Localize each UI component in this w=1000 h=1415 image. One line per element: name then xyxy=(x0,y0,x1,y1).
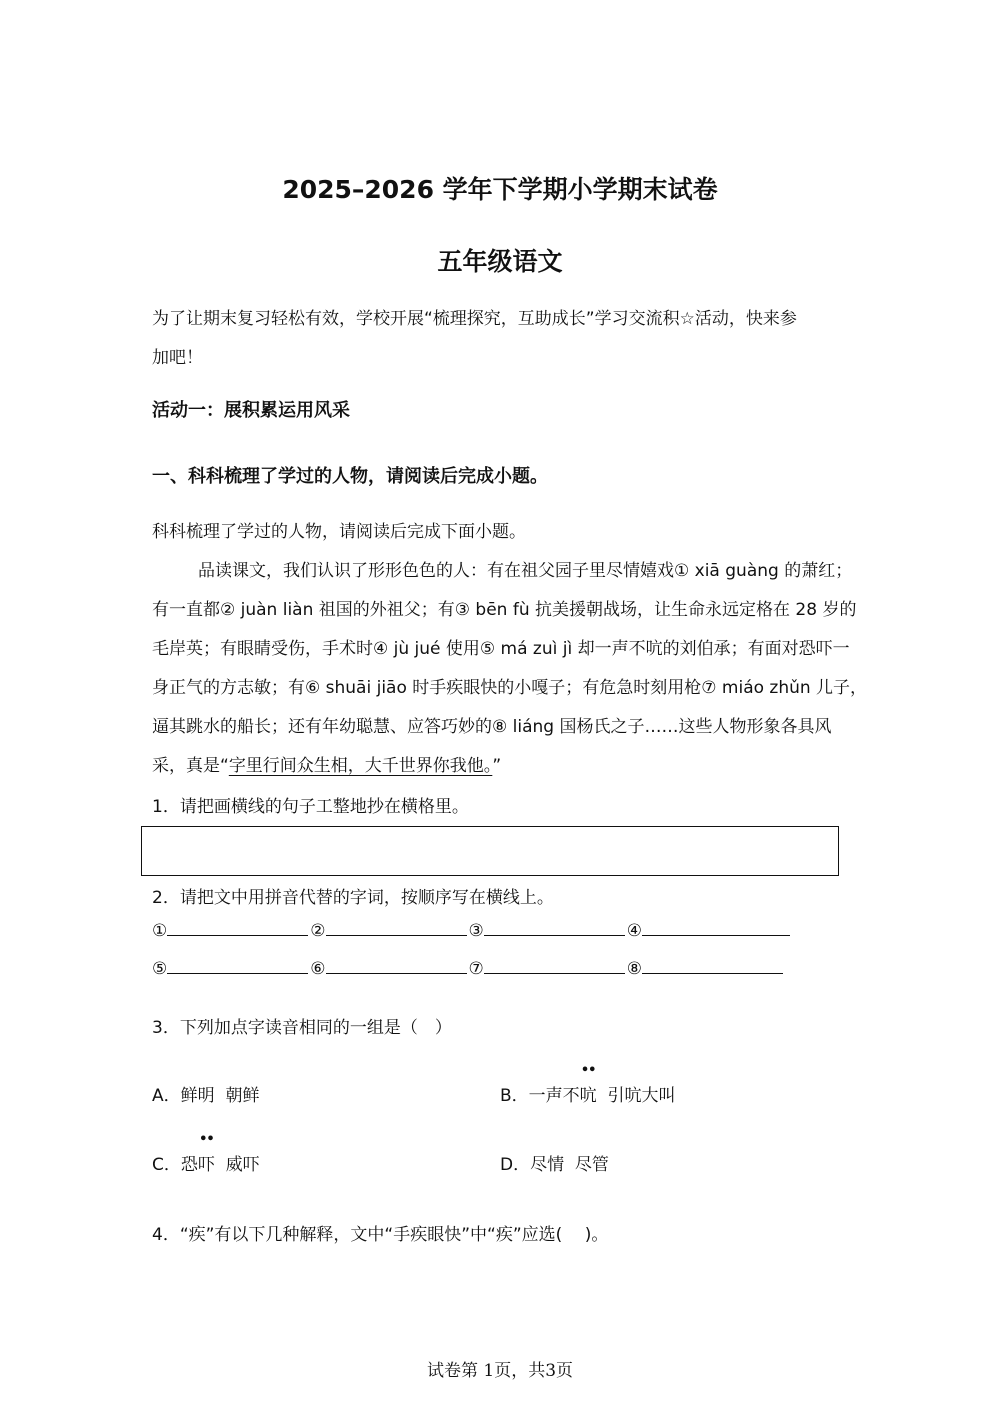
blank-marker: ③ xyxy=(468,921,484,941)
intro-line-2: 加吧！ xyxy=(152,348,203,368)
option-b-word-2: 引吭大叫 xyxy=(607,1086,676,1106)
emphasis-dot-icon: •• xyxy=(199,1132,214,1147)
answer-blank[interactable] xyxy=(167,959,308,974)
copy-answer-box[interactable] xyxy=(141,826,839,876)
dotted-character: •• 吭 xyxy=(579,1063,597,1106)
question-3: 3．下列加点字读音相同的一组是（ ） xyxy=(152,1018,452,1038)
blank-row-2 xyxy=(152,959,785,979)
passage-line-6 xyxy=(152,751,501,776)
option-c-label: C． xyxy=(152,1155,181,1175)
answer-blank[interactable] xyxy=(484,959,625,974)
passage-line-6-start: 采，真是“ xyxy=(152,756,229,776)
option-d-label: D． xyxy=(500,1155,531,1175)
passage-line-1: 品读课文，我们认识了形形色色的人：有在祖父园子里尽情嬉戏① xiā guàng 的萧红； xyxy=(198,561,853,581)
option-d[interactable] xyxy=(500,1150,609,1175)
passage-line-6-end: ” xyxy=(492,756,502,776)
question-2: 2．请把文中用拼音代替的字词，按顺序写在横线上。 xyxy=(152,888,554,908)
question-1: 1．请把画横线的句子工整地抄在横格里。 xyxy=(152,797,469,817)
activity-heading: 活动一：展积累运用风采 xyxy=(152,400,350,421)
option-a-word-1: 鲜明 xyxy=(180,1086,215,1106)
blank-marker: ④ xyxy=(626,921,642,941)
option-b-word-1: 一声不 xyxy=(528,1086,580,1106)
blank-marker: ⑧ xyxy=(626,959,642,979)
passage-line-5: 逼其跳水的船长；还有年幼聪慧、应答巧妙的⑧ liáng 国杨氏之子……这些人物形象各具风 xyxy=(152,717,832,737)
page-footer: 试卷第 1页，共3页 xyxy=(426,1361,574,1381)
passage-line-3: 毛岸英；有眼睛受伤，手术时④ jù jué 使用⑤ má zuì jì 却一声不吭的刘伯承；有面对恐吓一 xyxy=(152,639,850,659)
option-c-word-2: 威吓 xyxy=(225,1155,260,1175)
answer-blank[interactable] xyxy=(642,959,783,974)
passage-line-4: 身正气的方志敏；有⑥ shuāi jiāo 时手疾眼快的小嘎子；有危急时刻用枪⑦ miáo zhǔn 儿子， xyxy=(152,678,868,698)
emphasis-dot-icon: •• xyxy=(580,1063,596,1078)
blank-marker: ⑥ xyxy=(310,959,326,979)
underlined-sentence: 字里行间众生相，大千世界你我他。 xyxy=(228,756,493,776)
answer-blank[interactable] xyxy=(326,959,467,974)
question-4: 4．“疾”有以下几种解释，文中“手疾眼快”中“疾”应选( )。 xyxy=(152,1225,609,1245)
blank-row-1 xyxy=(152,921,792,941)
option-d-word-1: 尽情 xyxy=(530,1155,565,1175)
option-d-word-2: 尽管 xyxy=(574,1155,609,1175)
section-heading: 一、科科梳理了学过的人物，请阅读后完成小题。 xyxy=(152,466,548,487)
option-a-label: A． xyxy=(152,1086,181,1106)
option-c[interactable] xyxy=(152,1132,260,1175)
option-c-word-1: 恐 xyxy=(180,1155,198,1175)
exam-title: 2025–2026 学年下学期小学期末试卷 xyxy=(282,175,718,204)
passage-line-2: 有一直都② juàn liàn 祖国的外祖父；有③ bēn fù 抗美援朝战场，让生命永远定格在 28 岁的 xyxy=(152,600,857,620)
option-b-label: B． xyxy=(500,1086,529,1106)
dotted-character: •• 吓 xyxy=(197,1132,215,1175)
blank-marker: ⑤ xyxy=(152,959,168,979)
answer-blank[interactable] xyxy=(326,921,467,936)
exam-subject: 五年级语文 xyxy=(437,247,563,276)
option-b[interactable] xyxy=(500,1063,676,1106)
intro-line-1: 为了让期末复习轻松有效，学校开展“梳理探究，互助成长”学习交流积☆活动，快来参 xyxy=(152,309,797,329)
blank-marker: ② xyxy=(310,921,326,941)
passage-lead: 科科梳理了学过的人物，请阅读后完成下面小题。 xyxy=(152,522,526,542)
answer-blank[interactable] xyxy=(167,921,308,936)
answer-blank[interactable] xyxy=(484,921,625,936)
option-a[interactable] xyxy=(152,1081,259,1106)
blank-marker: ⑦ xyxy=(468,959,484,979)
answer-blank[interactable] xyxy=(642,921,790,936)
blank-marker: ① xyxy=(152,921,168,941)
option-a-word-2: 朝鲜 xyxy=(225,1086,260,1106)
